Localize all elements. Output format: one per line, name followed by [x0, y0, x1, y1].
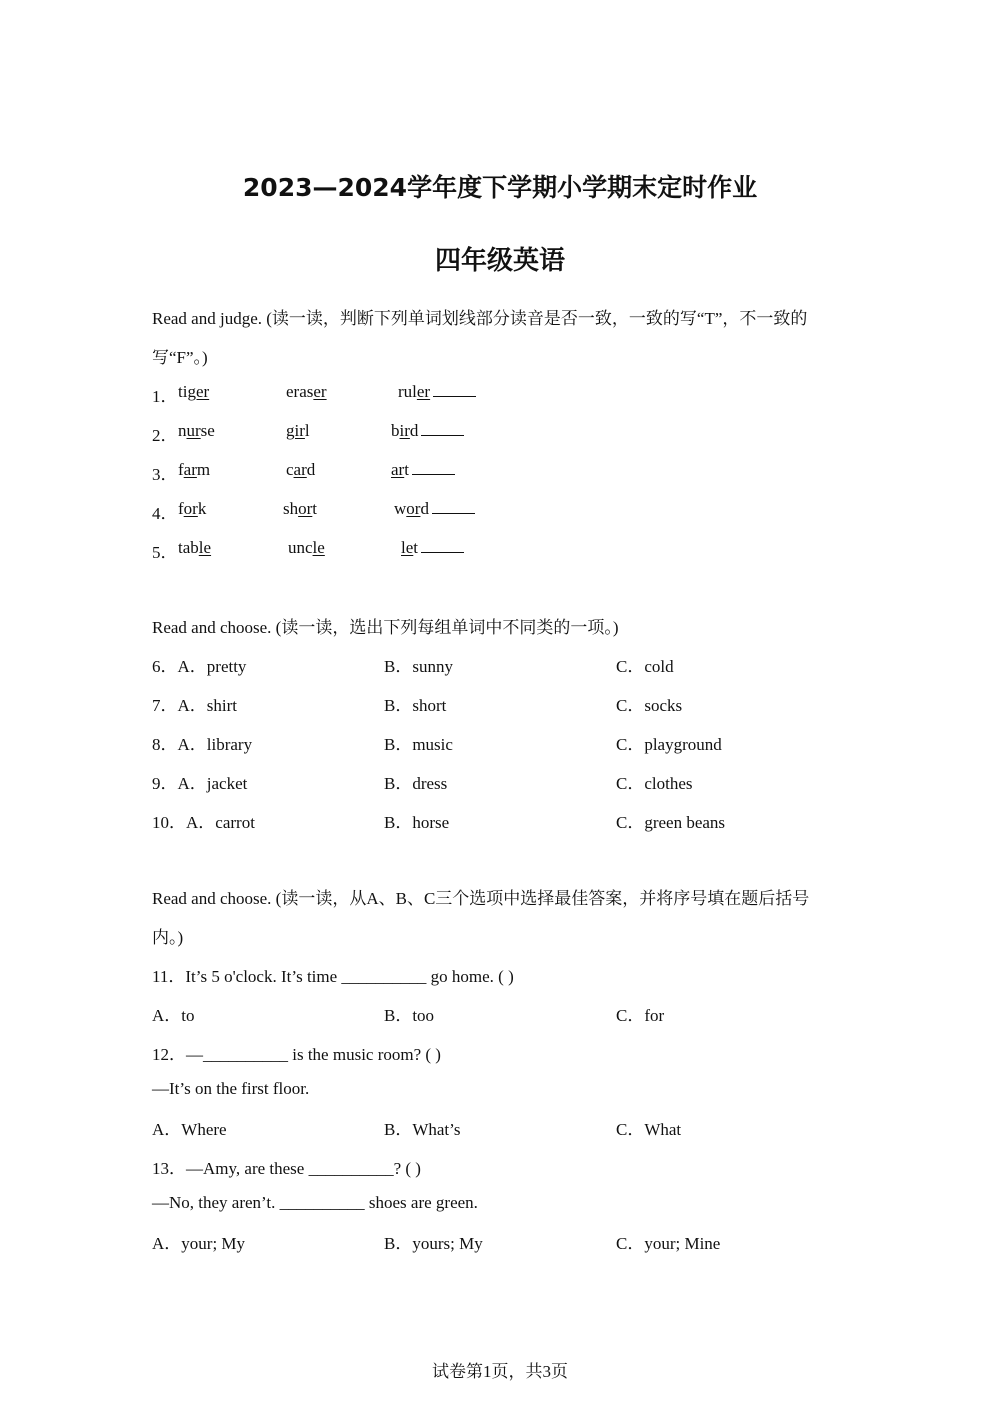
answer-blank[interactable]	[412, 460, 455, 475]
word-part: d	[420, 499, 429, 518]
underlined-part: le	[401, 538, 414, 557]
answer-blank[interactable]	[421, 421, 464, 436]
word-part: d	[409, 421, 419, 440]
underlined-part: ar	[183, 460, 197, 479]
exam-title: 2023—2024学年度下学期小学期末定时作业	[242, 173, 758, 202]
question-1-word-1	[178, 382, 209, 402]
question-7-option-b: B．short	[384, 696, 447, 715]
question-1-number: 1．	[152, 387, 178, 406]
question-10-option-c: C．green beans	[616, 813, 726, 832]
question-1-word-3	[398, 382, 476, 402]
question-5-word-2	[288, 538, 325, 558]
option-text: jacket	[206, 774, 248, 793]
question-9-option-b: B．dress	[384, 774, 448, 793]
section3-instruction: Read and choose. (读一读，从A、B、C三个选项中选择最佳答案，并将序号填在题后括号	[152, 889, 810, 908]
question-4-word-3	[394, 499, 475, 519]
question-8-option-c: C．playground	[616, 735, 722, 754]
question-6-option-a	[152, 652, 246, 677]
word-part: n	[178, 421, 187, 440]
question-12-stem: 12．—__________ is the music room? ( )	[152, 1045, 441, 1064]
question-8-option-a	[152, 730, 252, 755]
question-2-word-1	[178, 421, 215, 441]
question-1-word-2	[286, 382, 327, 402]
option-text: shirt	[206, 696, 238, 715]
answer-blank[interactable]	[433, 382, 476, 397]
question-7-option-a	[152, 691, 237, 716]
word-part: eras	[286, 382, 314, 401]
question-10-option-a	[152, 808, 255, 833]
question-13-reply: —No, they aren’t. __________ shoes are green.	[152, 1193, 478, 1212]
underlined-part: ar	[391, 460, 405, 479]
question-number: 8．A．	[152, 735, 207, 754]
section1-instruction-cont: 写“F”。)	[152, 348, 208, 367]
question-8-option-b: B．music	[384, 735, 453, 754]
underlined-part: or	[406, 499, 421, 518]
question-12-reply: —It’s on the first floor.	[152, 1079, 310, 1098]
question-11-option-c: C．for	[616, 1006, 665, 1025]
question-6-option-c: C．cold	[616, 657, 674, 676]
underlined-part: le	[312, 538, 325, 557]
question-3-word-1	[178, 460, 210, 480]
option-text: carrot	[215, 813, 255, 832]
underlined-part: ar	[293, 460, 307, 479]
question-13-option-b: B．yours; My	[384, 1234, 483, 1253]
word-part: f	[178, 499, 184, 518]
question-9-option-c: C．clothes	[616, 774, 693, 793]
word-part: c	[286, 460, 294, 479]
underlined-part: ger	[187, 382, 210, 401]
question-4-word-1	[178, 499, 206, 519]
question-12-option-a: A．Where	[152, 1120, 227, 1139]
question-7-option-c: C．socks	[616, 696, 683, 715]
word-part: d	[306, 460, 316, 479]
word-part: rul	[398, 382, 417, 401]
question-2-word-3	[391, 421, 464, 441]
word-part: b	[391, 421, 400, 440]
word-part: ti	[178, 382, 188, 401]
question-4-word-2	[283, 499, 317, 519]
word-part: sh	[283, 499, 299, 518]
question-number: 10．A．	[152, 813, 216, 832]
word-part: t	[413, 538, 419, 557]
question-number: 9．A．	[152, 774, 207, 793]
option-text: library	[206, 735, 253, 754]
question-11-option-a: A．to	[152, 1006, 195, 1025]
question-number: 7．A．	[152, 696, 207, 715]
word-part: f	[178, 460, 184, 479]
question-5-number: 5．	[152, 543, 178, 562]
question-12-option-c: C．What	[616, 1120, 682, 1139]
question-13-option-a: A．your; My	[152, 1234, 246, 1253]
question-11-stem: 11．It’s 5 o'clock. It’s time __________ go home. ( )	[152, 967, 514, 986]
word-part: k	[197, 499, 207, 518]
word-part: unc	[288, 538, 313, 557]
question-number: 6．A．	[152, 657, 207, 676]
answer-blank[interactable]	[432, 499, 475, 514]
question-3-word-2	[286, 460, 315, 480]
underlined-part: gir	[286, 421, 305, 440]
word-part: l	[304, 421, 310, 440]
question-2-word-2	[286, 421, 310, 441]
underlined-part: ir	[399, 421, 410, 440]
word-part: w	[394, 499, 407, 518]
question-10-option-b: B．horse	[384, 813, 450, 832]
question-2-number: 2．	[152, 426, 178, 445]
question-12-option-b: B．What’s	[384, 1120, 461, 1139]
question-6-option-b: B．sunny	[384, 657, 453, 676]
word-part: se	[200, 421, 215, 440]
question-4-number: 4．	[152, 504, 178, 523]
underlined-part: er	[416, 382, 431, 401]
underlined-part: ur	[186, 421, 201, 440]
question-11-option-b: B．too	[384, 1006, 435, 1025]
underlined-part: or	[183, 499, 198, 518]
exam-subtitle: 四年级英语	[434, 246, 565, 276]
page-footer: 试卷第1页，共3页	[432, 1362, 568, 1381]
question-9-option-a	[152, 769, 247, 794]
word-part: t	[404, 460, 409, 479]
question-3-number: 3．	[152, 465, 178, 484]
answer-blank[interactable]	[421, 538, 464, 553]
question-13-option-c: C．your; Mine	[616, 1234, 721, 1253]
word-part: tab	[178, 538, 199, 557]
question-13-stem: 13．—Amy, are these __________? ( )	[152, 1159, 421, 1178]
underlined-part: er	[313, 382, 327, 401]
question-3-word-3	[391, 460, 455, 480]
section3-instruction-cont: 内。)	[152, 928, 184, 947]
question-5-word-3	[401, 538, 464, 558]
section1-instruction: Read and judge. (读一读，判断下列单词划线部分读音是否一致，一致的写“T”，不一致的	[152, 309, 808, 328]
section2-instruction: Read and choose. (读一读，选出下列每组单词中不同类的一项。)	[152, 618, 619, 637]
word-part: m	[196, 460, 211, 479]
question-5-word-1	[178, 538, 211, 558]
underlined-part: or	[298, 499, 313, 518]
option-text: pretty	[206, 657, 247, 676]
word-part: t	[312, 499, 318, 518]
underlined-part: le	[198, 538, 212, 557]
